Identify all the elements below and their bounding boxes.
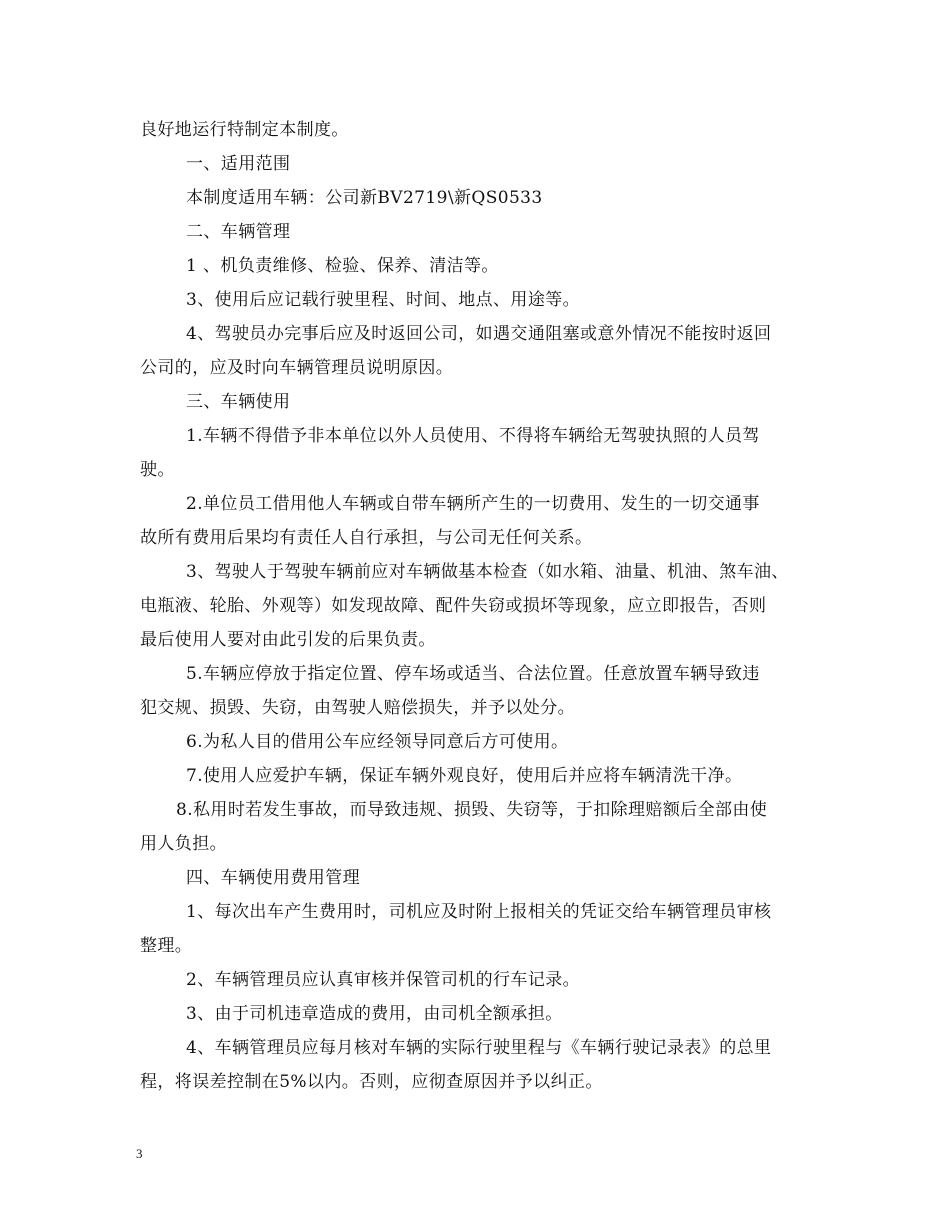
text-line: 6.为私人目的借用公车应经领导同意后方可使用。 <box>186 732 569 752</box>
text-line: 2.单位员工借用他人车辆或自带车辆所产生的一切费用、发生的一切交通事 <box>186 494 760 514</box>
text-line: 犯交规、损毁、失窃，由驾驶人赔偿损失，并予以处分。 <box>140 698 575 718</box>
text-line: 良好地运行特制定本制度。 <box>140 120 349 140</box>
text-line: 程，将误差控制在5%以内。否则，应彻查原因并予以纠正。 <box>140 1072 603 1092</box>
text-line: 3、由于司机违章造成的费用，由司机全额承担。 <box>186 1004 563 1024</box>
text-line: 1、每次出车产生费用时，司机应及时附上报相关的凭证交给车辆管理员审核 <box>186 902 772 922</box>
text-line: 故所有费用后果均有责任人自行承担，与公司无任何关系。 <box>140 528 593 548</box>
text-line: 三、车辆使用 <box>186 392 291 412</box>
text-line: 二、车辆管理 <box>186 222 291 242</box>
text-line: 本制度适用车辆：公司新BV2719\新QS0533 <box>186 188 543 208</box>
text-line: 3、使用后应记载行驶里程、时间、地点、用途等。 <box>186 290 581 310</box>
text-line: 驶。 <box>140 460 175 480</box>
text-line: 1 、机负责维修、检验、保养、清洁等。 <box>186 256 499 276</box>
text-line: 最后使用人要对由此引发的后果负责。 <box>140 630 436 650</box>
document-body <box>140 113 830 1099</box>
text-line: 5.车辆应停放于指定位置、停车场或适当、合法位置。任意放置车辆导致违 <box>186 664 760 684</box>
text-line: 1.车辆不得借予非本单位以外人员使用、不得将车辆给无驾驶执照的人员驾 <box>186 426 760 446</box>
text-line: 7.使用人应爱护车辆，保证车辆外观良好，使用后并应将车辆清洗干净。 <box>186 766 743 786</box>
page-number: 3 <box>136 1146 143 1161</box>
text-line: 四、车辆使用费用管理 <box>186 868 360 888</box>
text-line: 4、驾驶员办完事后应及时返回公司，如遇交通阻塞或意外情况不能按时返回 <box>186 324 772 344</box>
text-line: 4、车辆管理员应每月核对车辆的实际行驶里程与《车辆行驶记录表》的总里 <box>186 1038 772 1058</box>
text-line: 8.私用时若发生事故，而导致违规、损毁、失窃等，于扣除理赔额后全部由使 <box>176 800 768 820</box>
text-line: 2、车辆管理员应认真审核并保管司机的行车记录。 <box>186 970 581 990</box>
text-line: 3、驾驶人于驾驶车辆前应对车辆做基本检查（如水箱、油量、机油、煞车油、 <box>186 562 789 582</box>
text-line: 一、适用范围 <box>186 154 291 174</box>
text-line: 公司的，应及时向车辆管理员说明原因。 <box>140 358 454 378</box>
text-line: 用人负担。 <box>140 834 227 854</box>
text-line: 整理。 <box>140 936 193 956</box>
text-line: 电瓶液、轮胎、外观等）如发现故障、配件失窃或损坏等现象，应立即报告，否则 <box>140 596 767 616</box>
